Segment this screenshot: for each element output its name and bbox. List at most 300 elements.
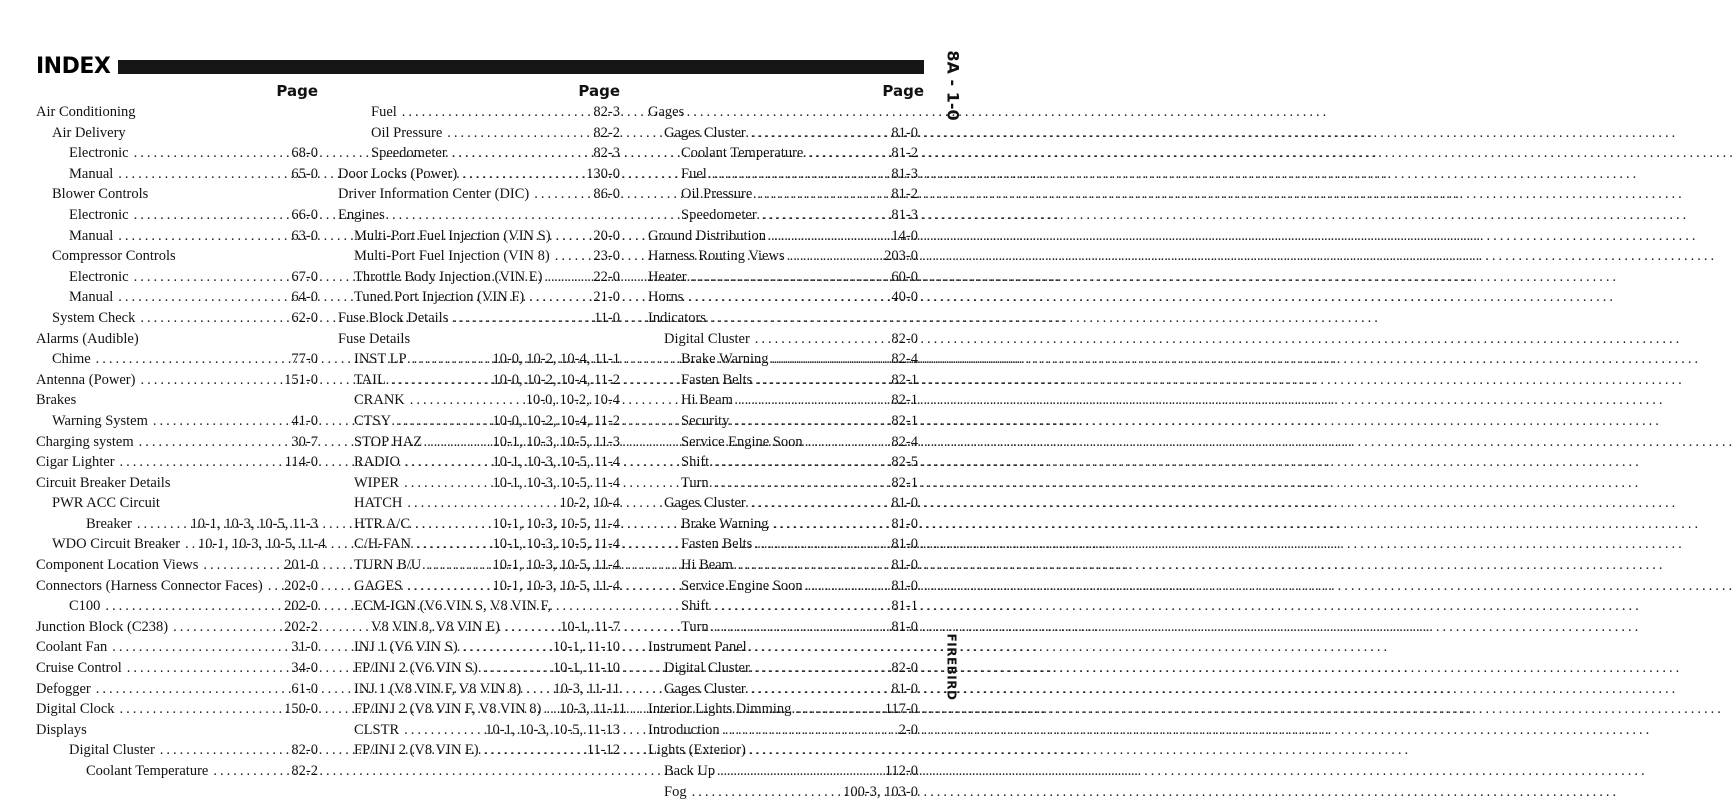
index-entry-label: Security (681, 412, 730, 429)
index-entry-page-ref: 81-3 (891, 206, 918, 223)
dot-leader (96, 349, 287, 370)
index-entry-label: FP/INJ 2 (V6 VIN S) (354, 660, 478, 677)
dot-leader (140, 308, 286, 329)
dot-leader (688, 287, 886, 308)
index-title: INDEX (36, 54, 111, 79)
index-entry-page-ref: 40-0 (891, 289, 918, 306)
index-entry-page-ref: 10-1, 10-3, 10-5, 11-13 (485, 721, 620, 738)
index-entry (648, 287, 918, 308)
index-entry-page-ref: 20-0 (593, 227, 620, 244)
index-entry-page-ref: 86-0 (593, 186, 620, 203)
index-entry (648, 432, 918, 453)
index-entry-label: Alarms (Audible) (36, 330, 139, 347)
index-entry-page-ref: 10-0, 10-2, 10-4 (525, 392, 620, 409)
index-entry-page-ref: 31-0 (291, 639, 318, 656)
index-entry-label: Warning System (52, 412, 148, 429)
index-entry-label: Junction Block (C238) (36, 618, 169, 635)
dot-leader (462, 164, 581, 185)
dot-leader (483, 658, 548, 679)
dot-leader (127, 658, 287, 679)
index-entry (648, 596, 918, 617)
index-entry-page-ref: 203-0 (884, 248, 918, 265)
index-entry-page-ref: 82-2 (593, 124, 620, 141)
index-entry-label: Manual (69, 227, 114, 244)
index-entry-page-ref: 2-0 (898, 721, 918, 738)
dot-leader (547, 267, 588, 288)
index-entry-label: Antenna (Power) (36, 371, 136, 388)
index-entry-label: Instrument Panel (648, 639, 747, 656)
index-entry-page-ref: 10-1, 10-3, 10-5, 11-3 (492, 433, 620, 450)
index-group-heading (648, 102, 918, 123)
index-entry-label: Manual (69, 289, 114, 306)
index-entry-page-ref: 10-0, 10-2, 10-4, 11-2 (492, 412, 620, 429)
index-group-heading (36, 493, 318, 514)
index-entry (338, 514, 620, 535)
dot-leader (134, 143, 287, 164)
index-entry-label: Shift (681, 454, 710, 471)
index-entry-label: Brake Warning (681, 515, 769, 532)
index-entry (338, 102, 620, 123)
index-entry-page-ref: 10-1, 10-3, 10-5, 11-4 (198, 536, 326, 553)
index-entry-page-ref: 10-1, 10-3, 10-5, 11-4 (492, 557, 620, 574)
index-entry-page-ref: 10-3, 11-11 (559, 701, 626, 718)
index-group-heading (338, 329, 620, 350)
index-entry-label: Connectors (Harness Connector Faces) (36, 577, 263, 594)
index-entry (36, 143, 318, 164)
index-entry-page-ref: 82-0 (291, 742, 318, 759)
index-entry-label: FP/INJ 2 (V8 VIN E) (354, 742, 479, 759)
index-entry-label: INJ 1 (V6 VIN S) (354, 639, 458, 656)
index-entry-label: Chime (52, 351, 91, 368)
index-entry (338, 473, 620, 494)
dot-leader (808, 432, 887, 453)
index-entry-label: Electronic (69, 206, 129, 223)
index-entry-page-ref: 81-2 (891, 186, 918, 203)
index-entry-label: Ground Distribution (648, 227, 767, 244)
index-entry-label: Multi-Port Fuel Injection (VIN S) (354, 227, 551, 244)
index-entry (338, 390, 620, 411)
index-entry-page-ref: 66-0 (291, 206, 318, 223)
index-entry (648, 452, 918, 473)
index-entry (648, 411, 918, 432)
index-entry (648, 555, 918, 576)
index-entry-label: INST LP (354, 351, 407, 368)
index-entry (338, 534, 620, 555)
index-group-heading (36, 102, 318, 123)
index-group-heading (36, 246, 318, 267)
index-entry (648, 370, 918, 391)
index-entry-label: Engines (338, 206, 385, 223)
dot-leader (404, 720, 480, 741)
dot-leader (534, 184, 588, 205)
index-entry-page-ref: 41-0 (291, 412, 318, 429)
dot-leader (757, 534, 886, 555)
dot-leader (526, 679, 548, 700)
index-entry-label: Fasten Belts (681, 536, 753, 553)
dot-leader (453, 308, 589, 329)
index-entry-label: CTSY (354, 412, 392, 429)
index-entry-page-ref: 10-2, 10-4 (559, 495, 620, 512)
index-group-heading (648, 308, 918, 329)
index-entry-page-ref: 65-0 (291, 165, 318, 182)
index-entry (338, 267, 620, 288)
index-entry-page-ref: 82-1 (891, 412, 918, 429)
index-entry-label: Oil Pressure (371, 124, 443, 141)
dot-leader (725, 720, 894, 741)
dot-leader (790, 246, 880, 267)
index-entry (648, 782, 918, 802)
index-entry-label: HATCH (354, 495, 403, 512)
index-entry (648, 699, 918, 720)
index-entry-label: Cigar Lighter (36, 454, 115, 471)
index-entry (338, 658, 620, 679)
dot-leader (120, 452, 280, 473)
index-entry-page-ref: 10-1, 11-7 (560, 618, 620, 635)
index-entry-page-ref: 10-1, 10-3, 10-5, 11-4 (492, 536, 620, 553)
index-entry-page-ref: 82-2 (291, 763, 318, 779)
index-entry-page-ref: 202-0 (284, 598, 318, 615)
dot-leader (556, 226, 589, 247)
index-entry-page-ref: 10-3, 11-11 (553, 680, 620, 697)
index-entry-page-ref: 10-0, 10-2, 10-4, 11-1 (492, 351, 620, 368)
index-entry-page-ref: 30-7 (291, 433, 318, 450)
dot-leader (412, 349, 488, 370)
index-entry-label: Electronic (69, 268, 129, 285)
index-entry-page-ref: 112-0 (884, 763, 918, 779)
index-entry (36, 761, 318, 782)
index-entry-page-ref: 114-0 (284, 454, 318, 471)
index-entry-page-ref: 100-3, 103-0 (843, 783, 918, 800)
index-entry-page-ref: 11-0 (593, 309, 620, 326)
header-rule-bar (118, 60, 924, 74)
index-entry (648, 164, 918, 185)
index-entry (338, 226, 620, 247)
index-entry-label: Fuel (371, 104, 397, 120)
index-entry-label: Fasten Belts (681, 371, 753, 388)
index-entry-label: Shift (681, 598, 710, 615)
index-column-2 (338, 82, 626, 761)
index-entry (648, 123, 918, 144)
index-entry (648, 679, 918, 700)
index-entry-label: Gages (648, 104, 685, 120)
page-column-header: Page (578, 82, 620, 100)
index-entry-label: TURN B/U (354, 557, 422, 574)
index-entry-label: Turn (681, 618, 709, 635)
index-entry-label: Defogger (36, 680, 91, 697)
dot-leader (484, 740, 582, 761)
index-column-3 (648, 82, 924, 802)
index-entry-page-ref: 82-0 (891, 660, 918, 677)
index-entry-label: WDO Circuit Breaker (52, 536, 181, 553)
index-entry (648, 493, 918, 514)
dot-leader (546, 699, 554, 720)
index-entry-label: HTR A/C (354, 515, 410, 532)
dot-leader (426, 555, 487, 576)
dot-leader (774, 514, 887, 535)
index-entry-label: Manual (69, 165, 114, 182)
index-entry (338, 184, 620, 205)
index-entry-label: Multi-Port Fuel Injection (VIN 8) (354, 248, 550, 265)
index-entry (338, 699, 626, 720)
index-group-heading (338, 596, 620, 617)
index-entry (36, 534, 326, 555)
index-entry (648, 473, 918, 494)
index-entry (36, 658, 318, 679)
dot-leader (402, 102, 589, 123)
index-entry (648, 390, 918, 411)
index-entry-label: Component Location Views (36, 557, 199, 574)
index-entry-page-ref: 77-0 (291, 351, 318, 368)
index-entry (36, 637, 318, 658)
index-entry (338, 308, 620, 329)
index-entry-label: Introduction (648, 721, 720, 738)
index-entry-page-ref: 117-0 (884, 701, 918, 718)
index-entry-label: Circuit Breaker Details (36, 474, 171, 491)
dot-leader (751, 493, 887, 514)
index-entry-label: Heater (648, 268, 687, 285)
dot-leader (140, 370, 279, 391)
index-entry (36, 617, 318, 638)
index-entry-label: ECM-IGN (V6 VIN S, V8 VIN F, (354, 598, 552, 615)
index-entry-label: Hi Beam (681, 557, 733, 574)
dot-leader (755, 329, 887, 350)
index-entry-label: Air Conditioning (36, 104, 136, 120)
dot-leader (120, 699, 280, 720)
index-entry-label: Coolant Temperature (681, 145, 804, 162)
dot-leader (714, 617, 887, 638)
dot-leader (105, 596, 279, 617)
dot-leader (112, 637, 286, 658)
index-entry-page-ref: 10-1, 10-3, 10-5, 11-4 (492, 474, 620, 491)
index-entry-page-ref: 67-0 (291, 268, 318, 285)
index-entry-label: Speedometer (371, 145, 447, 162)
dot-leader (160, 740, 287, 761)
dot-leader (268, 576, 279, 597)
dot-leader (762, 205, 887, 226)
index-entry-page-ref: 81-3 (891, 165, 918, 182)
index-entry-page-ref: 61-0 (291, 680, 318, 697)
index-entry-label: Indicators (648, 309, 706, 326)
index-entry (36, 349, 318, 370)
dot-leader (396, 411, 487, 432)
index-group-heading (36, 720, 318, 741)
index-entry (36, 432, 318, 453)
dot-leader (173, 617, 279, 638)
index-entry-page-ref: 82-4 (891, 351, 918, 368)
index-entry-label: Electronic (69, 145, 129, 162)
index-entry (36, 452, 318, 473)
dot-leader (751, 123, 887, 144)
dot-leader (139, 432, 287, 453)
index-entry (648, 534, 918, 555)
index-entry (338, 679, 620, 700)
dot-leader (405, 452, 488, 473)
index-entry-label: Cruise Control (36, 660, 122, 677)
index-entry-page-ref: 81-0 (891, 515, 918, 532)
index-entry (648, 226, 918, 247)
index-entry-label: FP/INJ 2 (V8 VIN F, V8 VIN 8) (354, 701, 542, 718)
dot-leader (416, 534, 488, 555)
index-entry-page-ref: 82-3 (593, 145, 620, 162)
index-entry (36, 370, 318, 391)
index-group-heading (338, 205, 620, 226)
dot-leader (203, 555, 279, 576)
dot-leader (463, 637, 548, 658)
index-entry (648, 617, 918, 638)
dot-leader (505, 617, 555, 638)
dot-leader (738, 555, 886, 576)
index-entry-page-ref: 81-2 (891, 145, 918, 162)
index-entry-label: Fog (664, 783, 687, 800)
dot-leader (734, 411, 886, 432)
index-entry (338, 493, 620, 514)
index-entry-page-ref: 82-4 (891, 433, 918, 450)
dot-leader (757, 184, 886, 205)
index-entry-label: Fuel (681, 165, 707, 182)
index-entry-label: INJ 1 (V8 VIN F, V8 VIN 8) (354, 680, 522, 697)
index-entry-label: Harness Routing Views (648, 248, 785, 265)
index-entry-page-ref: 22-0 (593, 268, 620, 285)
index-entry-label: Digital Cluster (664, 330, 750, 347)
index-entry (648, 514, 918, 535)
index-entry-label: Digital Cluster (664, 660, 750, 677)
index-entry-page-ref: 23-0 (593, 248, 620, 265)
index-entry (648, 205, 918, 226)
index-entry-label: Air Delivery (52, 124, 126, 141)
index-entry-label: Displays (36, 721, 87, 738)
dot-leader (755, 658, 887, 679)
index-group-heading (36, 184, 318, 205)
index-entry-page-ref: 81-0 (891, 577, 918, 594)
index-entry-label: Fuse Block Details (338, 309, 449, 326)
index-entry-label: Gages Cluster (664, 124, 746, 141)
index-entry-label: Tuned Port Injection (VIN F) (354, 289, 525, 306)
index-group-heading (36, 123, 318, 144)
dot-leader (118, 164, 286, 185)
index-entry-page-ref: 151-0 (284, 371, 318, 388)
dot-leader (712, 164, 887, 185)
index-entry-label: C/H-FAN (354, 536, 411, 553)
index-entry (338, 164, 620, 185)
index-entry-label: C100 (69, 598, 101, 615)
index-entry-page-ref: 130-0 (586, 165, 620, 182)
section-tab-model-text: FIREBIRD (944, 633, 959, 701)
dot-leader (771, 226, 886, 247)
index-entry-page-ref: 81-1 (891, 598, 918, 615)
index-entry (338, 617, 620, 638)
dot-leader (808, 576, 887, 597)
index-entry-label: CLSTR (354, 721, 400, 738)
dot-leader (452, 143, 589, 164)
index-entry-label: Compressor Controls (52, 248, 176, 265)
index-entry (36, 740, 318, 761)
index-entry (338, 349, 620, 370)
index-entry-page-ref: 63-0 (291, 227, 318, 244)
index-entry-label: Service Engine Soon (681, 577, 803, 594)
dot-leader (738, 390, 886, 411)
index-entry (36, 267, 318, 288)
dot-leader (134, 205, 287, 226)
index-entry (648, 246, 918, 267)
index-entry-label: PWR ACC Circuit (52, 495, 160, 512)
page-column-header: Page (276, 82, 318, 100)
index-entry (36, 699, 318, 720)
index-entry (648, 184, 918, 205)
index-entry-page-ref: 64-0 (291, 289, 318, 306)
dot-leader (410, 390, 521, 411)
index-entry-label: Charging system (36, 433, 134, 450)
index-entry-page-ref: 10-1, 10-3, 10-5, 11-3 (190, 515, 318, 532)
index-entry (648, 267, 918, 288)
dot-leader (447, 123, 588, 144)
index-entry-label: Driver Information Center (DIC) (338, 186, 530, 203)
index-entry-label: Coolant Fan (36, 639, 108, 656)
index-group-heading (36, 390, 318, 411)
index-entry-page-ref: 62-0 (291, 309, 318, 326)
index-entry-label: RADIO (354, 454, 400, 471)
dot-leader (407, 576, 487, 597)
index-entry-page-ref: 14-0 (891, 227, 918, 244)
dot-leader (692, 782, 839, 802)
dot-leader (427, 432, 487, 453)
index-entry-label: Interior Lights Dimming (648, 701, 792, 718)
index-entry-page-ref: 21-0 (593, 289, 620, 306)
index-entry-label: Hi Beam (681, 392, 733, 409)
dot-leader (808, 143, 886, 164)
index-entry-label: Gages Cluster (664, 680, 746, 697)
index-entry-page-ref: 82-3 (593, 104, 620, 120)
index-entry (36, 411, 318, 432)
dot-leader (720, 761, 880, 782)
dot-leader (796, 699, 879, 720)
dot-leader (774, 349, 887, 370)
index-entry-label: Speedometer (681, 206, 757, 223)
index-group-heading (648, 637, 918, 658)
dot-leader (714, 452, 886, 473)
index-entry-label: STOP HAZ (354, 433, 423, 450)
index-entry (36, 226, 318, 247)
index-entry-label: System Check (52, 309, 136, 326)
index-entry (36, 164, 318, 185)
index-entry-page-ref: 201-0 (284, 557, 318, 574)
index-entry-page-ref: 10-0, 10-2, 10-4, 11-2 (492, 371, 620, 388)
index-entry (648, 143, 918, 164)
index-entry-page-ref: 82-1 (891, 474, 918, 491)
index-entry-label: Turn (681, 474, 709, 491)
index-group-heading (648, 740, 918, 761)
index-entry-page-ref: 10-1, 11-10 (552, 639, 620, 656)
index-entry (338, 637, 620, 658)
index-entry (338, 287, 620, 308)
index-entry-label: Brakes (36, 392, 77, 409)
index-entry-label: CRANK (354, 392, 405, 409)
dot-leader (692, 267, 887, 288)
dot-leader (407, 493, 554, 514)
dot-leader (391, 370, 488, 391)
index-entry (338, 720, 620, 741)
dot-leader (529, 287, 588, 308)
index-entry-label: WIPER (354, 474, 400, 491)
index-column-1 (36, 82, 326, 782)
dot-leader (404, 473, 487, 494)
index-entry-page-ref: 10-1, 10-3, 10-5, 11-4 (492, 515, 620, 532)
index-entry-label: Service Engine Soon (681, 433, 803, 450)
index-entry (338, 123, 620, 144)
index-entry (648, 720, 918, 741)
index-entry-page-ref: 10-1, 11-10 (552, 660, 620, 677)
index-entry-label: Digital Clock (36, 701, 115, 718)
index-entry-label: Horns (648, 289, 684, 306)
